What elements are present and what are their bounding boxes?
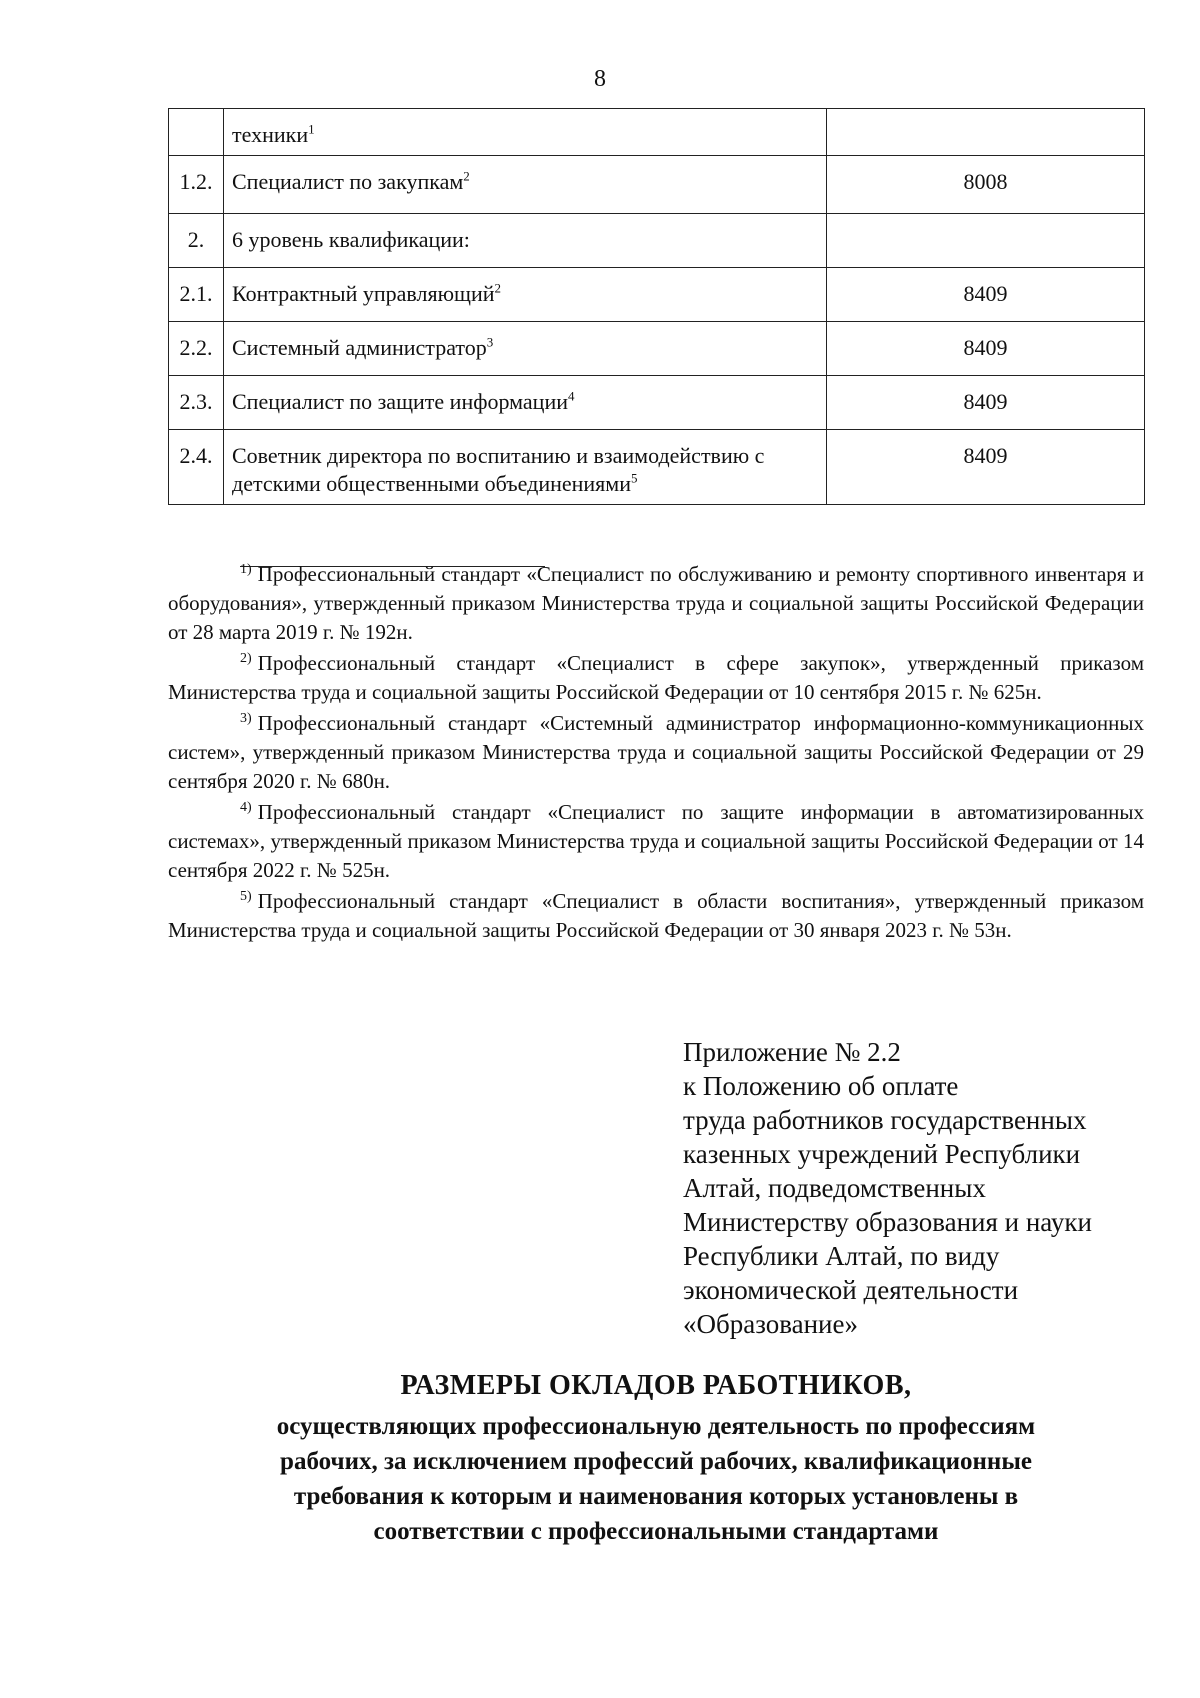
- row-number: 2.3.: [169, 376, 224, 430]
- table-row: [169, 109, 1145, 156]
- footnote: [168, 887, 1144, 945]
- page-number: 8: [594, 66, 606, 92]
- footnote-reference: 2: [463, 168, 470, 184]
- footnote: [168, 709, 1144, 796]
- position-name-text: Специалист по закупкам: [232, 169, 464, 194]
- table-row: [169, 376, 1145, 430]
- subtitle-line: требования к которым и наименования которых установлены в: [293, 1483, 1019, 1510]
- table-row: [169, 268, 1145, 322]
- appendix-line: Республики Алтай, по виду: [683, 1241, 1000, 1271]
- row-salary-value: [827, 214, 1145, 268]
- table-row: [169, 156, 1145, 214]
- footnote: [168, 798, 1144, 885]
- row-position-name: [224, 268, 827, 322]
- row-number: 2.: [169, 214, 224, 268]
- subtitle-line: рабочих, за исключением профессий рабочих, квалификационные: [280, 1448, 1032, 1475]
- subtitle-line: осуществляющих профессиональную деятельность по профессиям: [276, 1413, 1036, 1440]
- row-salary-value: 8409: [827, 322, 1145, 376]
- table-row: [169, 430, 1145, 505]
- footnote-reference: 5: [631, 470, 638, 486]
- appendix-note: [683, 1035, 1123, 1341]
- position-name-text: Системный администратор: [232, 335, 487, 360]
- row-salary-value: [827, 109, 1145, 156]
- position-name-text: техники: [232, 122, 309, 147]
- position-name-text: 6 уровень квалификации:: [232, 227, 470, 252]
- row-position-name: [224, 156, 827, 214]
- row-position-name: [224, 322, 827, 376]
- footnote-reference: 1: [308, 121, 315, 137]
- footnote-text: Профессиональный стандарт «Специалист в сфере закупок», утвержденный приказом Министерства труда и социальной защиты Российской Федерации от 10 сентября 2015 г. № 625н.: [168, 651, 1144, 704]
- appendix-line: труда работников государственных: [683, 1105, 1087, 1135]
- row-position-name: [224, 109, 827, 156]
- row-salary-value: 8409: [827, 376, 1145, 430]
- section-heading: [168, 1367, 1144, 1549]
- footnote-mark: 1): [240, 562, 252, 577]
- footnote-text: Профессиональный стандарт «Системный администратор информационно-коммуникационных систем», утвержденный приказом Министерства труда и социальной защиты Российской Федерации от 29 сентября 2020 г. № 680н.: [168, 711, 1144, 793]
- row-salary-value: 8409: [827, 268, 1145, 322]
- footnote-mark: 2): [240, 651, 252, 666]
- footnote-reference: 4: [568, 388, 575, 404]
- footnote-mark: 3): [240, 711, 252, 726]
- appendix-line: казенных учреждений Республики: [683, 1139, 1081, 1169]
- subtitle-line: соответствии с профессиональными стандартами: [373, 1518, 939, 1545]
- row-number: 2.4.: [169, 430, 224, 505]
- salary-table-body: [169, 109, 1145, 505]
- footnotes: [168, 560, 1144, 947]
- row-number: 2.2.: [169, 322, 224, 376]
- footnote-mark: 4): [240, 800, 252, 815]
- appendix-line: Министерству образования и науки: [683, 1207, 1092, 1237]
- footnote: [168, 560, 1144, 647]
- appendix-line: к Положению об оплате: [683, 1071, 959, 1101]
- row-salary-value: 8008: [827, 156, 1145, 214]
- footnote-mark: 5): [240, 889, 252, 904]
- row-number: [169, 109, 224, 156]
- appendix-line: «Образование»: [683, 1309, 858, 1339]
- footnote-text: Профессиональный стандарт «Специалист по защите информации в автоматизированных системах», утвержденный приказом Министерства труда и социальной защиты Российской Федерации от 14 сентября 2022 г. № 525н.: [168, 800, 1144, 882]
- footnote-reference: 2: [494, 280, 501, 296]
- row-position-name: [224, 376, 827, 430]
- appendix-line: экономической деятельности: [683, 1275, 1019, 1305]
- section-title: РАЗМЕРЫ ОКЛАДОВ РАБОТНИКОВ,: [400, 1370, 912, 1401]
- table-row: [169, 322, 1145, 376]
- position-name-text: Советник директора по воспитанию и взаимодействию с детскими общественными объединениями: [232, 443, 765, 496]
- row-position-name: [224, 214, 827, 268]
- appendix-line: Приложение № 2.2: [683, 1037, 901, 1067]
- footnote: [168, 649, 1144, 707]
- salary-table: [168, 108, 1145, 505]
- row-number: 2.1.: [169, 268, 224, 322]
- table-row: [169, 214, 1145, 268]
- row-position-name: [224, 430, 827, 505]
- row-number: 1.2.: [169, 156, 224, 214]
- position-name-text: Специалист по защите информации: [232, 389, 568, 414]
- position-name-text: Контрактный управляющий: [232, 281, 495, 306]
- footnote-reference: 3: [486, 334, 494, 350]
- section-subtitle: [168, 1409, 1144, 1549]
- footnote-text: Профессиональный стандарт «Специалист в области воспитания», утвержденный приказом Министерства труда и социальной защиты Российской Федерации от 30 января 2023 г. № 53н.: [168, 889, 1144, 942]
- footnote-text: Профессиональный стандарт «Специалист по обслуживанию и ремонту спортивного инвентаря и оборудования», утвержденный приказом Министерства труда и социальной защиты Российской Федерации от 28 марта 2019 г. № 192н.: [168, 562, 1144, 644]
- row-salary-value: 8409: [827, 430, 1145, 505]
- appendix-line: Алтай, подведомственных: [683, 1173, 986, 1203]
